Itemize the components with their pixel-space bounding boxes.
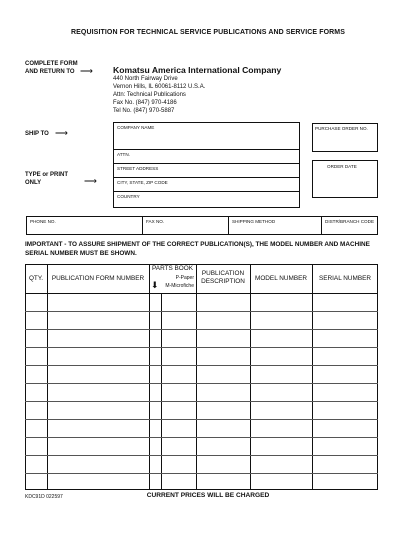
company-name: Komatsu America International Company [113, 65, 282, 75]
divider [113, 177, 300, 178]
attn-field[interactable]: ATTN. [117, 152, 130, 157]
publications-table [25, 264, 378, 490]
table-row [25, 419, 378, 420]
table-row [25, 383, 378, 384]
country-field[interactable]: COUNTRY [117, 194, 140, 199]
form-title: REQUISITION FOR TECHNICAL SERVICE PUBLICATIONS AND SERVICE FORMS [71, 29, 345, 36]
divider [142, 216, 143, 235]
street-address-field[interactable]: STREET ADDRESS [117, 166, 159, 171]
form-code: KDC91D 022597 [25, 494, 63, 500]
shipping-method-field[interactable]: SHIPPING METHOD [232, 219, 276, 224]
table-row [25, 329, 378, 330]
important-note-line-2: SERIAL NUMBER MUST BE SHOWN. [25, 250, 137, 257]
company-name-field[interactable]: COMPANY NAME [117, 125, 155, 130]
model-number-header: MODEL NUMBER [255, 275, 307, 282]
table-row [25, 473, 378, 474]
publication-description-header-2: DESCRIPTION [201, 278, 245, 285]
prices-note: CURRENT PRICES WILL BE CHARGED [146, 492, 270, 499]
table-row [25, 365, 378, 366]
divider [321, 216, 322, 235]
divider [113, 149, 300, 150]
divider [113, 163, 300, 164]
address-line-1: 440 North Fairway Drive [113, 76, 178, 82]
table-row [25, 311, 378, 312]
phone-field[interactable]: PHONE NO. [30, 219, 56, 224]
divider [47, 264, 48, 490]
paper-label: P-Paper [175, 275, 194, 281]
divider [25, 293, 378, 294]
serial-number-header: SERIAL NUMBER [319, 275, 371, 282]
table-row [25, 347, 378, 348]
arrow-right-icon: ⟶ [84, 176, 97, 186]
only-label: ONLY [25, 180, 42, 186]
qty-header: QTY. [28, 275, 44, 282]
return-to-label: AND RETURN TO [25, 69, 75, 75]
divider [113, 191, 300, 192]
table-row [25, 437, 378, 438]
distr-branch-code-field[interactable]: DISTR/BRANCH CODE [325, 219, 375, 224]
city-state-zip-field[interactable]: CITY, STATE, ZIP CODE [117, 180, 168, 185]
publication-description-header-1: PUBLICATION [201, 270, 245, 277]
order-date-label: ORDER DATE [327, 164, 357, 169]
arrow-right-icon: ⟶ [55, 128, 68, 138]
important-note-line-1: IMPORTANT - TO ASSURE SHIPMENT OF THE CORRECT PUBLICATION(S), THE MODEL NUMBER AND MACHINE [25, 241, 370, 248]
arrow-right-icon: ⟶ [80, 66, 93, 76]
fax-field[interactable]: FAX NO. [146, 219, 165, 224]
address-line-2: Vernon Hills, IL 60061-8112 U.S.A. [113, 84, 206, 90]
ship-to-label: SHIP TO [25, 131, 49, 137]
purchase-order-label: PURCHASE ORDER NO. [315, 126, 368, 131]
tel-number: Tel No. (847) 970-5887 [113, 108, 175, 114]
complete-form-label: COMPLETE FORM [25, 61, 78, 67]
address-line-3: Attn: Technical Publications [113, 92, 186, 98]
microfiche-label: M-Microfiche [165, 283, 194, 289]
arrow-down-icon: ⬇ [151, 280, 159, 290]
fax-number: Fax No. (847) 970-4186 [113, 100, 177, 106]
divider [161, 293, 162, 490]
divider [149, 264, 150, 490]
publication-form-number-header: PUBLICATION FORM NUMBER [51, 275, 145, 282]
parts-book-header: PARTS BOOK [152, 265, 193, 272]
divider [250, 264, 251, 490]
type-or-print-label: TYPE or PRINT [25, 172, 69, 178]
table-row [25, 401, 378, 402]
ship-to-box [113, 122, 300, 208]
divider [312, 264, 313, 490]
divider [228, 216, 229, 235]
divider [196, 264, 197, 490]
table-row [25, 455, 378, 456]
